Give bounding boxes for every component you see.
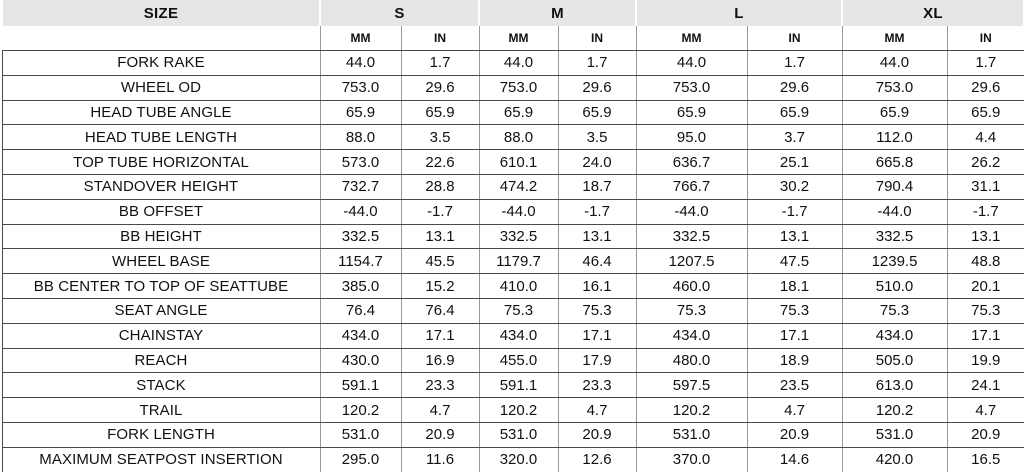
value-cell-mm: 531.0: [842, 422, 947, 447]
value-cell-mm: 95.0: [636, 125, 747, 150]
value-cell-mm: 75.3: [842, 298, 947, 323]
table-row: [2, 398, 1024, 423]
value-cell-in: 1.7: [401, 51, 479, 76]
size-corner-label: SIZE: [2, 0, 320, 26]
value-cell-in: 26.2: [947, 150, 1024, 175]
value-cell-mm: 120.2: [842, 398, 947, 423]
value-cell-in: 25.1: [747, 150, 842, 175]
value-cell-in: 13.1: [401, 224, 479, 249]
value-cell-in: 46.4: [558, 249, 636, 274]
row-label: WHEEL BASE: [2, 249, 320, 274]
size-header-m: M: [479, 0, 636, 26]
value-cell-in: 48.8: [947, 249, 1024, 274]
value-cell-mm: 591.1: [479, 373, 558, 398]
geometry-table: [1, 0, 1024, 472]
value-cell-in: 16.1: [558, 274, 636, 299]
value-cell-in: 17.9: [558, 348, 636, 373]
row-label: BB CENTER TO TOP OF SEATTUBE: [2, 274, 320, 299]
row-label: BB HEIGHT: [2, 224, 320, 249]
unit-header-in: IN: [401, 26, 479, 51]
row-label: FORK RAKE: [2, 51, 320, 76]
value-cell-in: 24.0: [558, 150, 636, 175]
value-cell-in: 1.7: [747, 51, 842, 76]
value-cell-mm: 44.0: [842, 51, 947, 76]
value-cell-in: 20.9: [747, 422, 842, 447]
value-cell-in: 65.9: [947, 100, 1024, 125]
value-cell-mm: 636.7: [636, 150, 747, 175]
value-cell-mm: 531.0: [320, 422, 401, 447]
table-row: [2, 51, 1024, 76]
value-cell-mm: 1179.7: [479, 249, 558, 274]
unit-header-in: IN: [947, 26, 1024, 51]
value-cell-in: 20.9: [558, 422, 636, 447]
row-label: WHEEL OD: [2, 75, 320, 100]
value-cell-mm: 1207.5: [636, 249, 747, 274]
value-cell-in: 19.9: [947, 348, 1024, 373]
value-cell-mm: 65.9: [320, 100, 401, 125]
value-cell-in: 17.1: [558, 323, 636, 348]
value-cell-in: 65.9: [558, 100, 636, 125]
value-cell-mm: 88.0: [320, 125, 401, 150]
value-cell-mm: 753.0: [636, 75, 747, 100]
value-cell-mm: 65.9: [479, 100, 558, 125]
value-cell-in: 17.1: [747, 323, 842, 348]
unit-header-mm: MM: [842, 26, 947, 51]
table-row: [2, 224, 1024, 249]
value-cell-mm: 44.0: [636, 51, 747, 76]
row-label: CHAINSTAY: [2, 323, 320, 348]
value-cell-in: 13.1: [747, 224, 842, 249]
row-label: MAXIMUM SEATPOST INSERTION: [2, 447, 320, 471]
table-row: [2, 249, 1024, 274]
table-row: [2, 348, 1024, 373]
table-row: [2, 323, 1024, 348]
value-cell-mm: -44.0: [320, 199, 401, 224]
value-cell-in: 15.2: [401, 274, 479, 299]
size-header-row: [2, 0, 1024, 26]
value-cell-in: 11.6: [401, 447, 479, 471]
table-row: [2, 174, 1024, 199]
value-cell-in: 4.7: [947, 398, 1024, 423]
value-cell-in: 4.7: [558, 398, 636, 423]
value-cell-in: 1.7: [558, 51, 636, 76]
value-cell-in: 45.5: [401, 249, 479, 274]
value-cell-mm: -44.0: [479, 199, 558, 224]
value-cell-in: 1.7: [947, 51, 1024, 76]
value-cell-in: 28.8: [401, 174, 479, 199]
value-cell-mm: 597.5: [636, 373, 747, 398]
value-cell-in: 22.6: [401, 150, 479, 175]
value-cell-mm: 753.0: [842, 75, 947, 100]
row-label: TRAIL: [2, 398, 320, 423]
value-cell-in: 29.6: [558, 75, 636, 100]
value-cell-mm: 753.0: [320, 75, 401, 100]
value-cell-mm: 613.0: [842, 373, 947, 398]
value-cell-mm: 332.5: [842, 224, 947, 249]
value-cell-mm: 320.0: [479, 447, 558, 471]
value-cell-in: 18.9: [747, 348, 842, 373]
value-cell-in: 24.1: [947, 373, 1024, 398]
value-cell-in: 17.1: [401, 323, 479, 348]
value-cell-in: 3.5: [401, 125, 479, 150]
size-header-s: S: [320, 0, 479, 26]
value-cell-mm: 1154.7: [320, 249, 401, 274]
row-label: STACK: [2, 373, 320, 398]
value-cell-mm: 732.7: [320, 174, 401, 199]
value-cell-in: 3.7: [747, 125, 842, 150]
value-cell-in: 4.4: [947, 125, 1024, 150]
table-row: [2, 274, 1024, 299]
value-cell-mm: 510.0: [842, 274, 947, 299]
table-row: [2, 100, 1024, 125]
value-cell-in: 4.7: [747, 398, 842, 423]
value-cell-mm: 65.9: [636, 100, 747, 125]
value-cell-mm: 480.0: [636, 348, 747, 373]
value-cell-mm: 120.2: [636, 398, 747, 423]
unit-header-row: [2, 26, 1024, 51]
value-cell-mm: 120.2: [320, 398, 401, 423]
row-label: BB OFFSET: [2, 199, 320, 224]
value-cell-mm: 591.1: [320, 373, 401, 398]
value-cell-in: -1.7: [747, 199, 842, 224]
table-row: [2, 125, 1024, 150]
value-cell-in: 20.1: [947, 274, 1024, 299]
value-cell-mm: 112.0: [842, 125, 947, 150]
value-cell-mm: 1239.5: [842, 249, 947, 274]
unit-header-mm: MM: [320, 26, 401, 51]
value-cell-mm: 434.0: [636, 323, 747, 348]
value-cell-in: 76.4: [401, 298, 479, 323]
value-cell-in: 75.3: [947, 298, 1024, 323]
table-row: [2, 373, 1024, 398]
value-cell-in: 12.6: [558, 447, 636, 471]
row-label: FORK LENGTH: [2, 422, 320, 447]
value-cell-in: 13.1: [947, 224, 1024, 249]
value-cell-mm: 420.0: [842, 447, 947, 471]
value-cell-in: 29.6: [947, 75, 1024, 100]
value-cell-mm: 573.0: [320, 150, 401, 175]
value-cell-in: 20.9: [947, 422, 1024, 447]
table-row: [2, 447, 1024, 471]
value-cell-mm: 434.0: [320, 323, 401, 348]
value-cell-mm: 790.4: [842, 174, 947, 199]
value-cell-mm: 753.0: [479, 75, 558, 100]
row-label: HEAD TUBE LENGTH: [2, 125, 320, 150]
value-cell-in: 18.1: [747, 274, 842, 299]
value-cell-in: 47.5: [747, 249, 842, 274]
unit-header-mm: MM: [636, 26, 747, 51]
unit-header-in: IN: [747, 26, 842, 51]
value-cell-mm: 474.2: [479, 174, 558, 199]
value-cell-in: 18.7: [558, 174, 636, 199]
table-row: [2, 298, 1024, 323]
value-cell-in: 16.9: [401, 348, 479, 373]
value-cell-in: 29.6: [401, 75, 479, 100]
unit-header-in: IN: [558, 26, 636, 51]
value-cell-mm: 65.9: [842, 100, 947, 125]
value-cell-mm: 332.5: [320, 224, 401, 249]
value-cell-in: 13.1: [558, 224, 636, 249]
value-cell-in: 23.3: [558, 373, 636, 398]
value-cell-in: 17.1: [947, 323, 1024, 348]
value-cell-mm: 410.0: [479, 274, 558, 299]
value-cell-mm: 665.8: [842, 150, 947, 175]
value-cell-in: -1.7: [558, 199, 636, 224]
value-cell-mm: -44.0: [842, 199, 947, 224]
table-row: [2, 75, 1024, 100]
size-header-l: L: [636, 0, 842, 26]
row-label: TOP TUBE HORIZONTAL: [2, 150, 320, 175]
value-cell-in: 4.7: [401, 398, 479, 423]
unit-header-mm: MM: [479, 26, 558, 51]
table-row: [2, 150, 1024, 175]
row-label: REACH: [2, 348, 320, 373]
value-cell-in: 20.9: [401, 422, 479, 447]
value-cell-in: 29.6: [747, 75, 842, 100]
value-cell-mm: 75.3: [479, 298, 558, 323]
value-cell-mm: 434.0: [479, 323, 558, 348]
value-cell-in: 65.9: [747, 100, 842, 125]
value-cell-in: 3.5: [558, 125, 636, 150]
value-cell-in: 30.2: [747, 174, 842, 199]
value-cell-mm: 434.0: [842, 323, 947, 348]
value-cell-mm: 120.2: [479, 398, 558, 423]
value-cell-mm: 385.0: [320, 274, 401, 299]
value-cell-mm: 295.0: [320, 447, 401, 471]
value-cell-in: 16.5: [947, 447, 1024, 471]
row-label: HEAD TUBE ANGLE: [2, 100, 320, 125]
unit-header-blank: [2, 26, 320, 51]
value-cell-mm: 332.5: [636, 224, 747, 249]
value-cell-mm: 76.4: [320, 298, 401, 323]
value-cell-mm: 75.3: [636, 298, 747, 323]
row-label: SEAT ANGLE: [2, 298, 320, 323]
geometry-table-body: [2, 51, 1024, 472]
value-cell-mm: 505.0: [842, 348, 947, 373]
value-cell-mm: 88.0: [479, 125, 558, 150]
value-cell-mm: 460.0: [636, 274, 747, 299]
value-cell-mm: 531.0: [479, 422, 558, 447]
value-cell-in: 23.3: [401, 373, 479, 398]
value-cell-in: 75.3: [747, 298, 842, 323]
value-cell-mm: 370.0: [636, 447, 747, 471]
value-cell-mm: 332.5: [479, 224, 558, 249]
value-cell-mm: 766.7: [636, 174, 747, 199]
size-header-xl: XL: [842, 0, 1024, 26]
value-cell-mm: 430.0: [320, 348, 401, 373]
value-cell-mm: 44.0: [479, 51, 558, 76]
value-cell-in: 75.3: [558, 298, 636, 323]
table-row: [2, 199, 1024, 224]
value-cell-in: 31.1: [947, 174, 1024, 199]
value-cell-in: 23.5: [747, 373, 842, 398]
value-cell-in: -1.7: [947, 199, 1024, 224]
value-cell-mm: 531.0: [636, 422, 747, 447]
table-row: [2, 422, 1024, 447]
row-label: STANDOVER HEIGHT: [2, 174, 320, 199]
value-cell-mm: -44.0: [636, 199, 747, 224]
value-cell-in: -1.7: [401, 199, 479, 224]
value-cell-mm: 455.0: [479, 348, 558, 373]
value-cell-in: 65.9: [401, 100, 479, 125]
value-cell-in: 14.6: [747, 447, 842, 471]
value-cell-mm: 44.0: [320, 51, 401, 76]
value-cell-mm: 610.1: [479, 150, 558, 175]
